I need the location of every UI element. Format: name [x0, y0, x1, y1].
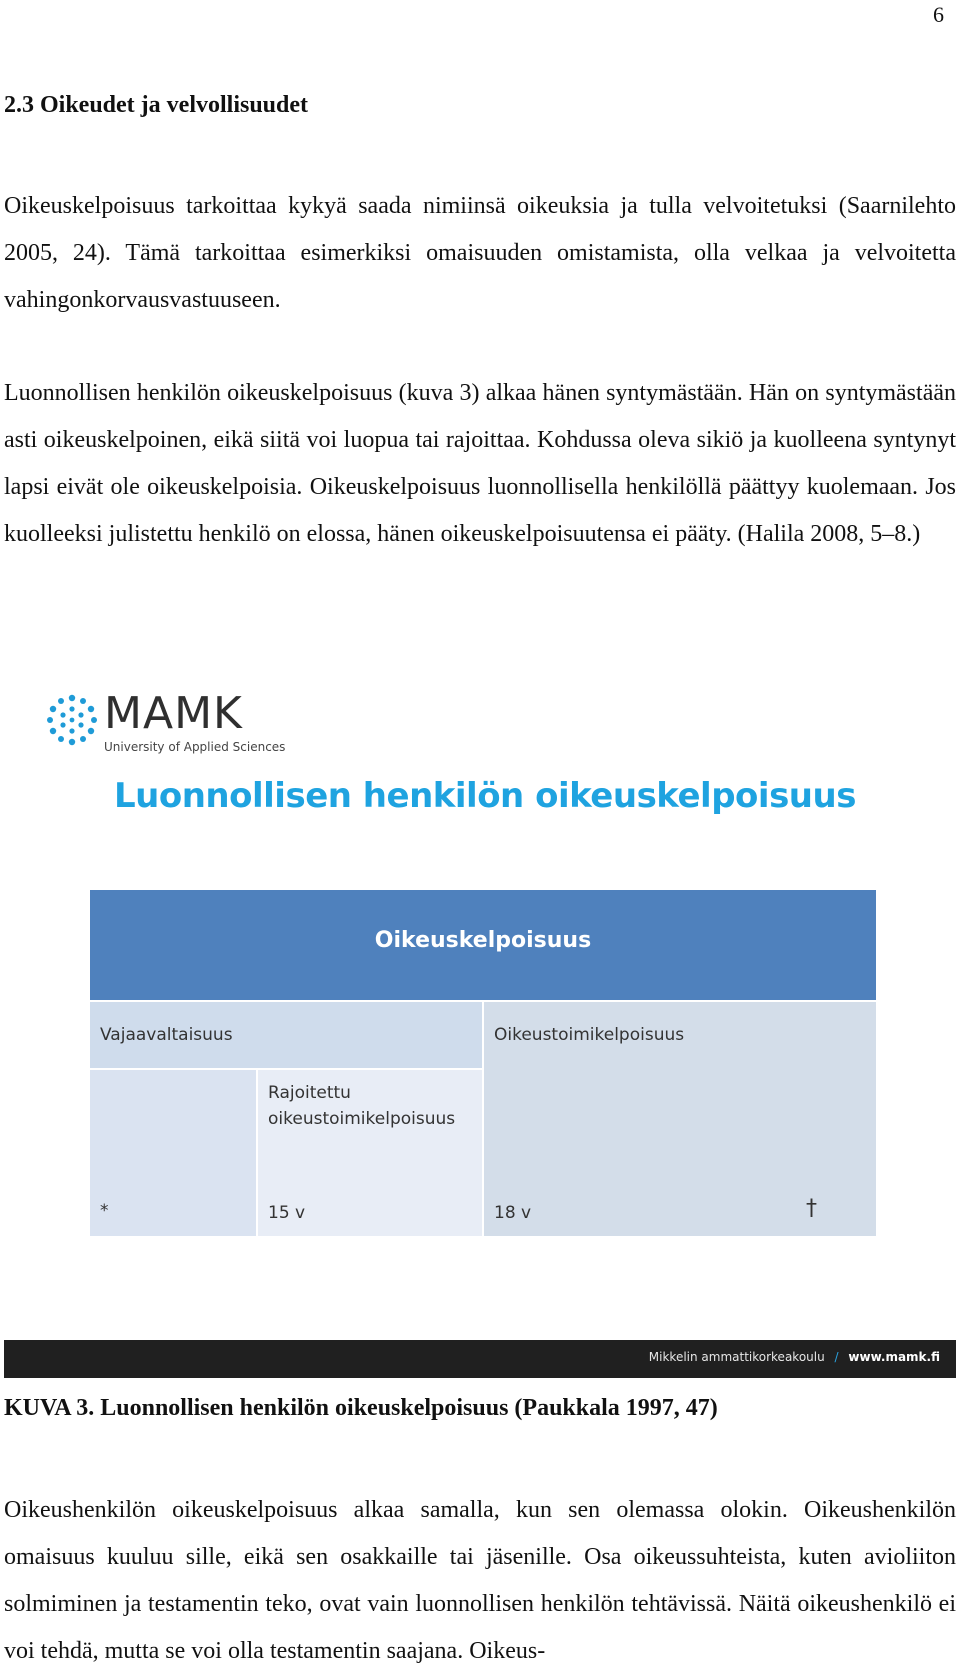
- page-number: 6: [933, 2, 944, 27]
- paragraph-1: Oikeuskelpoisuus tarkoittaa kykyä saada nimiinsä oikeuksia ja tulla velvoitetuksi (Saarnilehto 2005, 24). Tämä tarkoittaa esimerkiksi omaisuuden omistamista, olla velkaa ja velvoitetta vahingonkorvausvastuuseen.: [4, 193, 956, 313]
- rajoitettu-cell: [258, 1070, 482, 1236]
- oikeustoimikelpoisuus-cell: [484, 1002, 876, 1236]
- slide-title: Luonnollisen henkilön oikeuskelpoisuus: [114, 776, 856, 816]
- death-mark: †: [806, 1196, 817, 1221]
- logo-text: MAMK: [104, 688, 243, 739]
- birth-mark: *: [100, 1201, 109, 1221]
- oikeustoimikelpoisuus-label: Oikeustoimikelpoisuus: [494, 1025, 685, 1045]
- paragraph-2: Luonnollisen henkilön oikeuskelpoisuus (kuva 3) alkaa hänen syntymästään. Hän on syntymästään asti oikeuskelpoinen, eikä siitä voi luopua tai rajoittaa. Kohdussa oleva sikiö ja kuolleena syntynyt lapsi eivät ole oikeuskelpoisia. Oikeuskelpoisuus luonnollisella henkilöllä päättyy kuolemaan. Jos kuolleeksi julistettu henkilö on elossa, hänen oikeuskelpoisuutensa ei pääty. (Halila 2008, 5–8.): [4, 380, 956, 547]
- section-heading: 2.3 Oikeudet ja velvollisuudet: [4, 92, 309, 118]
- logo-subtitle: University of Applied Sciences: [104, 740, 286, 754]
- footer-text: [649, 1350, 940, 1364]
- age-15-label: 15 v: [268, 1203, 306, 1223]
- capacity-diagram: [90, 890, 876, 1236]
- oikeuskelpoisuus-label: Oikeuskelpoisuus: [374, 928, 592, 953]
- mamk-logo-icon: [44, 692, 100, 748]
- figure-caption: KUVA 3. Luonnollisen henkilön oikeuskelpoisuus (Paukkala 1997, 47): [4, 1395, 718, 1421]
- figure-slide: [4, 672, 956, 1378]
- rajoitettu-label-line2: oikeustoimikelpoisuus: [268, 1109, 456, 1129]
- vajaavaltaisuus-label: Vajaavaltaisuus: [100, 1025, 233, 1045]
- age-18-label: 18 v: [494, 1203, 532, 1223]
- rajoitettu-label-line1: Rajoitettu: [268, 1083, 351, 1103]
- footer-separator: /: [834, 1350, 839, 1364]
- slide-footer: [4, 1340, 956, 1378]
- childhood-cell: [90, 1070, 256, 1236]
- footer-school: Mikkelin ammattikorkeakoulu: [648, 1350, 825, 1364]
- footer-url: www.mamk.fi: [848, 1350, 940, 1364]
- paragraph-3: Oikeushenkilön oikeuskelpoisuus alkaa samalla, kun sen olemassa olokin. Oikeushenkilön omaisuus kuuluu sille, eikä sen osakkaille tai jäsenille. Osa oikeussuhteista, kuten avioliiton solmiminen ja testamentin teko, ovat vain luonnollisen henkilön tehtävissä. Näitä oikeushenkilö ei voi tehdä, mutta se voi olla testamentin saajana. Oikeus-: [4, 1497, 956, 1664]
- vajaavaltaisuus-cell: [90, 1002, 482, 1068]
- oikeuskelpoisuus-bar: [90, 890, 876, 1000]
